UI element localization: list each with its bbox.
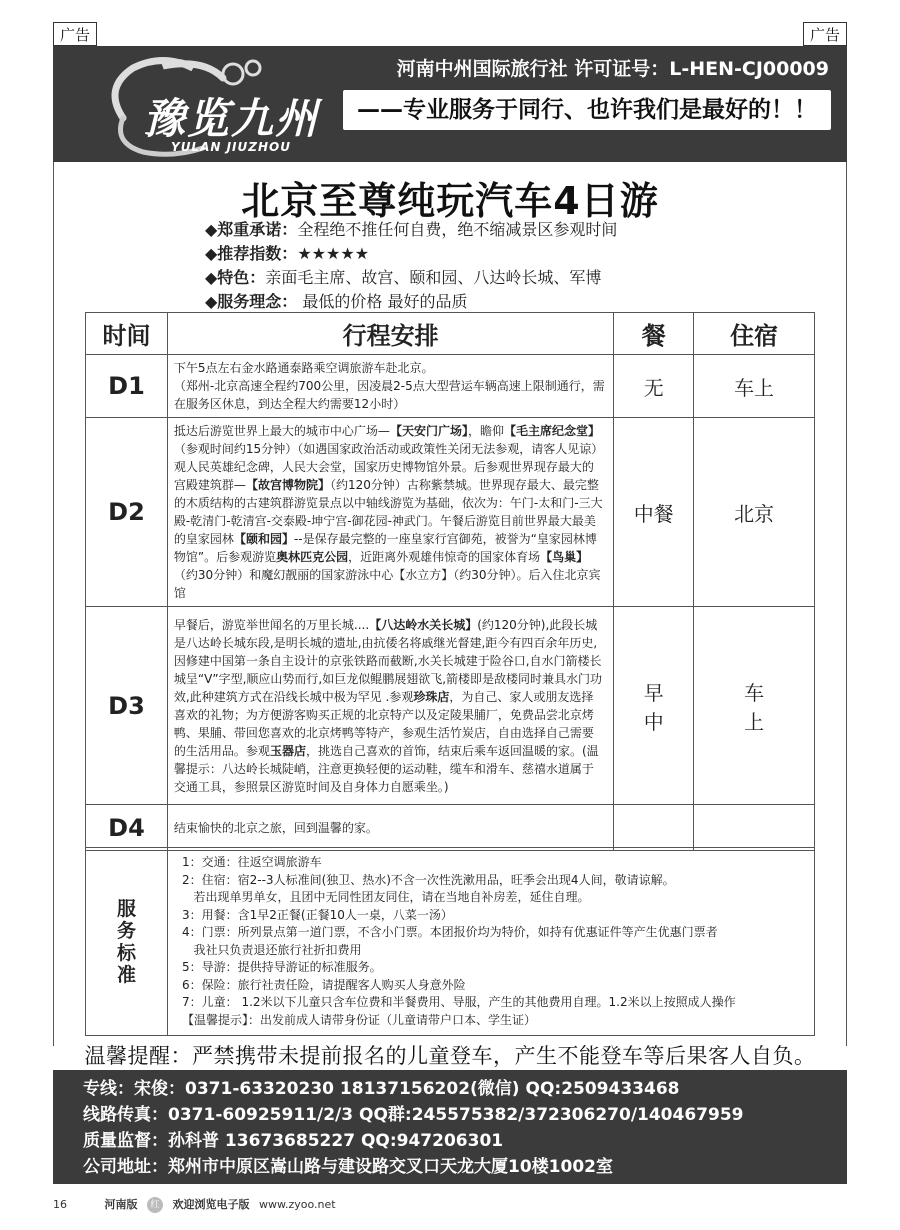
logo-text: 豫览九州 bbox=[143, 94, 320, 143]
agency-license: 河南中州国际旅行社 许可证号：L-HEN-CJ00009 bbox=[396, 58, 829, 80]
plan-highlight: 【八达岭水关长城】 bbox=[369, 617, 478, 632]
logo-subtitle: YULAN JIUZHOU bbox=[171, 140, 291, 154]
plan-text: 结束愉快的北京之旅，回到温馨的家。 bbox=[173, 820, 378, 835]
plan-highlight: 珍珠店 bbox=[413, 689, 450, 704]
itinerary-table bbox=[85, 312, 815, 851]
itinerary-row-d2 bbox=[86, 418, 815, 607]
header-day: 时间 bbox=[86, 313, 168, 355]
itinerary-row-d3 bbox=[86, 607, 815, 805]
plan-text: (约120分钟),此段长城是八达岭长城东段,是明长城的遗址,由抗倭名将戚继光督建,距今有四百余年历史,因修建中国第一条自主设计的京张铁路而截断,水关长城建于险谷口,自水门箭楼长城呈“V”字型,顺应山势而行,如巨龙似鲲鹏展翅欲飞,箭楼即是敌楼同时兼具水门功效,此种建筑方式在沿线长城中极为罕见 .参观 bbox=[173, 617, 603, 704]
header-plan: 行程安排 bbox=[167, 313, 613, 355]
plan-text: --是保存最完整的一座皇家行宫御苑，被誉为“皇家园林博物馆”。后参观游览 bbox=[173, 532, 597, 564]
feature-text: ★★★★★ bbox=[297, 244, 370, 263]
service-line: 我社只负责退还旅行社折扣费用 bbox=[182, 942, 362, 957]
feature-text: 全程绝不推任何自费，绝不缩减景区参观时间 bbox=[297, 220, 618, 239]
plan-highlight: 【毛主席纪念堂】 bbox=[503, 424, 600, 438]
day-stay: 北京 bbox=[694, 418, 815, 607]
day-meal: 早 中 bbox=[614, 607, 694, 805]
plan-text: （约30分钟）和魔幻靓丽的国家游泳中心【水立方】（约30分钟）。后入住北京宾馆 bbox=[173, 568, 601, 600]
day-stay bbox=[694, 805, 815, 851]
feature-text: 最低的价格 最好的品质 bbox=[297, 292, 468, 311]
service-line: 6：保险：旅行社责任险，请提醒客人购买人身意外险 bbox=[182, 977, 466, 992]
plan-text: 下午5点左右金水路通泰路乘空调旅游车赴北京。 （郑州-北京高速全程约700公里，因凌晨2-5点大型营运车辆高速上限制通行，需在服务区休息，到达全程大约需要12小时） bbox=[173, 361, 605, 411]
service-line: 3：用餐：含1早2正餐(正餐10人一桌，八菜一汤） bbox=[182, 907, 453, 922]
plan-text: ，瞻仰 bbox=[467, 424, 504, 438]
day-label: D1 bbox=[86, 355, 168, 418]
feature-label: ◆推荐指数： bbox=[205, 244, 298, 263]
plan-highlight: 【鸟巢】 bbox=[540, 550, 589, 564]
plan-highlight: 玉器店 bbox=[269, 743, 306, 758]
service-row bbox=[86, 848, 815, 1036]
header-stay: 住宿 bbox=[694, 313, 815, 355]
plan-text: （约120分钟）古称紫禁城。世界现存最大、最完整的木质结构的古建筑群游览景点以中轴线游览为基础，依次为：午门-太和门-三大殿-乾清门-乾清宫-交泰殿-坤宁宫-御花园-神武门。午餐后游览目前世界最大最美的皇家园林 bbox=[173, 478, 603, 546]
day-meal bbox=[614, 805, 694, 851]
itinerary-row-d4 bbox=[86, 805, 815, 851]
ad-label-left: 广告 bbox=[53, 22, 97, 46]
logo bbox=[83, 48, 343, 160]
header-meal: 餐 bbox=[614, 313, 694, 355]
feature-row bbox=[205, 242, 617, 266]
feature-text: 亲面毛主席、故宫、颐和园、八达岭长城、军博 bbox=[265, 268, 602, 287]
plan-text: （参观时间约15分钟）（如遇国家政治活动或政策性关闭无法参观，请客人见谅）观人民英雄纪念碑，人民大会堂，国家历史博物馆外景。后参观世界现存最大的宫殿建筑群— bbox=[173, 442, 604, 492]
page-number: 16 bbox=[53, 1198, 67, 1211]
service-line: 7：儿童： 1.2米以下儿童只含车位费和半餐费用、导服，产生的其他费用自理。1.2米以上按照成人操作 bbox=[182, 995, 736, 1009]
feature-label: ◆特色： bbox=[205, 268, 266, 287]
service-line: 【温馨提示】：出发前成人请带身份证（儿童请带户口本、学生证） bbox=[182, 1012, 537, 1027]
day-stay: 车上 bbox=[694, 355, 815, 418]
footer-line: 质量监督：孙科普 13673685227 QQ:947206301 bbox=[83, 1131, 504, 1151]
plan-text: 抵达后游览世界上最大的城市中心广场— bbox=[173, 424, 390, 438]
contact-footer bbox=[53, 1070, 847, 1184]
feature-label: ◆服务理念： bbox=[205, 292, 298, 311]
day-plan bbox=[167, 805, 613, 851]
plan-highlight: 【故宫博物院】 bbox=[245, 478, 330, 492]
day-plan bbox=[167, 418, 613, 607]
day-label: D4 bbox=[86, 805, 168, 851]
footer-line: 专线：宋俊：0371-63320230 18137156202(微信) QQ:2509433468 bbox=[83, 1079, 680, 1099]
header-banner bbox=[53, 46, 847, 162]
day-meal: 中餐 bbox=[614, 418, 694, 607]
day-plan bbox=[167, 355, 613, 418]
feature-row bbox=[205, 266, 617, 290]
slogan: ——专业服务于同行、也许我们是最好的！！ bbox=[343, 90, 831, 130]
page-bar bbox=[53, 1196, 336, 1213]
website-link[interactable]: www.zyoo.net bbox=[259, 1198, 336, 1211]
plan-text: ，为自己、家人或朋友选择喜欢的礼物；为方便游客购买正规的北京特产以及定陵果脯厂，免费品尝北京烤鸭、果脯、带回您喜欢的北京烤鸭等特产，参观生活竹炭店，自由选择自己需要的生活用品。参观 bbox=[173, 689, 594, 758]
service-title: 服 务 标 准 bbox=[86, 848, 168, 1036]
plan-highlight: 【天安门广场】 bbox=[389, 424, 468, 438]
day-meal: 无 bbox=[614, 355, 694, 418]
day-label: D2 bbox=[86, 418, 168, 607]
day-stay: 车 上 bbox=[694, 607, 815, 805]
service-line: 2：住宿：宿2--3人标准间(独卫、热水)不含一次性洗漱用品，旺季会出现4人间，敬请谅解。 bbox=[182, 872, 675, 887]
plan-text: ，挑选自己喜欢的首饰，结束后乘车返回温暖的家。(温馨提示：八达岭长城陡峭，注意更换轻便的运动鞋，缆车和滑车、慈禧水道属于交通工具，参照景区游览时间及自身体力自愿乘坐。) bbox=[173, 743, 599, 794]
day-label: D3 bbox=[86, 607, 168, 805]
service-body bbox=[168, 848, 815, 1036]
plan-text: 早餐后，游览举世闻名的万里长城.... bbox=[173, 617, 370, 632]
plan-highlight: 奥林匹克公园 bbox=[276, 550, 349, 564]
day-plan bbox=[167, 607, 613, 805]
itinerary-row-d1 bbox=[86, 355, 815, 418]
itinerary-header-row bbox=[86, 313, 815, 355]
feature-label: ◆郑重承诺： bbox=[205, 220, 298, 239]
features-list bbox=[205, 218, 617, 314]
service-line: 若出现单男单女，且团中无同性团友同住，请在当地自补房差，延住自理。 bbox=[182, 890, 590, 904]
footer-line: 公司地址：郑州市中原区嵩山路与建设路交叉口天龙大厦10楼1002室 bbox=[83, 1157, 613, 1177]
service-line: 4：门票：所列景点第一道门票，不含小门票。本团报价均为特价，如持有优惠证件等产生优惠门票者 bbox=[182, 925, 718, 939]
service-line: 5：导游：提供持导游证的标准服务。 bbox=[182, 960, 382, 974]
ad-label-right: 广告 bbox=[803, 22, 847, 46]
plan-highlight: 【颐和园】 bbox=[233, 532, 294, 546]
service-standard-table bbox=[85, 847, 815, 1036]
feature-row bbox=[205, 218, 617, 242]
warning-notice: 温馨提醒：严禁携带未提前报名的儿童登车，产生不能登车等后果客人自负。 bbox=[84, 1044, 816, 1068]
footer-line: 线路传真：0371-60925911/2/3 QQ群:245575382/372306270/140467959 bbox=[83, 1105, 744, 1125]
service-line: 1：交通：往返空调旅游车 bbox=[182, 855, 322, 869]
edition-label: 河南版 bbox=[104, 1198, 138, 1211]
edition-badge-icon: 红 bbox=[147, 1197, 163, 1213]
invite-text: 欢迎浏览电子版 bbox=[172, 1198, 250, 1211]
feature-row bbox=[205, 290, 617, 314]
page-title: 北京至尊纯玩汽车4日游 bbox=[241, 179, 659, 223]
plan-text: ，近距离外观雄伟惊奇的国家体育场 bbox=[348, 550, 541, 564]
